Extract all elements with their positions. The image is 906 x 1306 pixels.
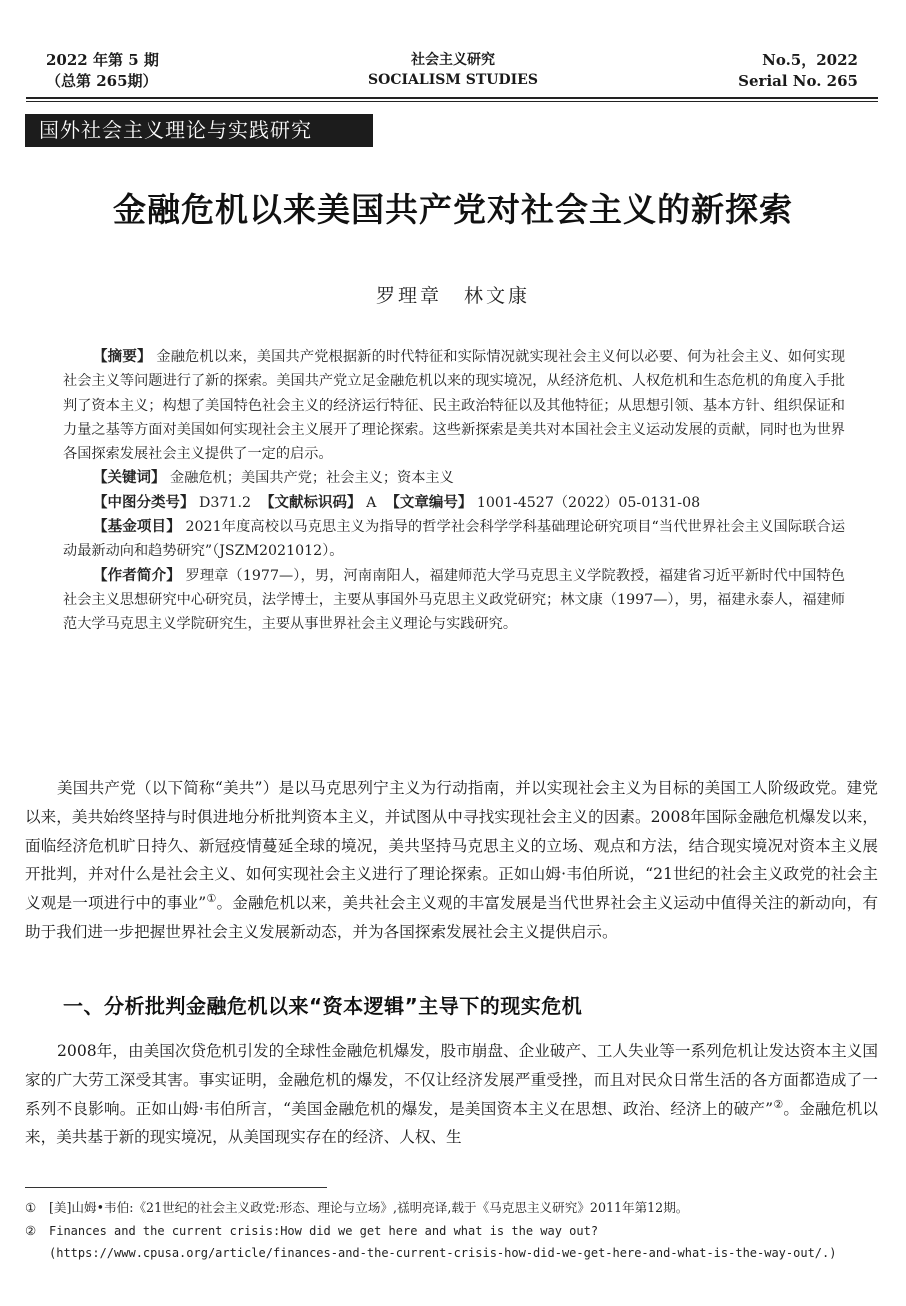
body-text: 。金融危机以来，美共社会主义观的丰富发展是当代世界社会主义运动中值得关注的新动向，有助于我们进一步把握世界社会主义发展新动态，并为各国探索发展社会主义提供启示。 bbox=[25, 894, 878, 941]
clc-value: D371.2 bbox=[199, 494, 252, 511]
fund bbox=[63, 515, 845, 564]
fund-label: 【基金项目】 bbox=[93, 519, 181, 536]
issue-total: （总第 265期） bbox=[46, 72, 158, 90]
body-paragraph-1 bbox=[25, 774, 878, 947]
journal-issue-en bbox=[738, 50, 858, 92]
keywords-label: 【关键词】 bbox=[93, 470, 166, 487]
footnote-mark: ① bbox=[25, 1200, 37, 1215]
body-text: 美国共产党（以下简称“美共”）是以马克思列宁主义为行动指南，并以实现社会主义为目标的美国工人阶级政党。建党以来，美共始终坚持与时俱进地分析批判资本主义，并试图从中寻找实现社会主义的因素。2008年国际金融危机爆发以来，面临经济危机旷日持久、新冠疫情蔓延全球的境况，美共坚持马克思主义的立场、观点和方法，结合现实境况对资本主义展开批判，并对什么是社会主义、如何实现社会主义进行了理论探索。正如山姆·韦伯所说，“21世纪的社会主义政党的社会主义观是一项进行中的事业” bbox=[25, 779, 878, 913]
footnote-text[interactable]: Finances and the current crisis:How did we get here and what is the way out?(https://www.cpusa.org/article/finances-and-the-current-crisis-how-did-we-get-here-and-what-is-the-way-out/.) bbox=[49, 1223, 837, 1260]
abstract-label: 【摘要】 bbox=[93, 349, 152, 365]
issue-number: 2022 年第 5 期 bbox=[46, 51, 159, 69]
article-authors: 罗理章 林文康 bbox=[375, 285, 530, 307]
article-number-label: 【文章编号】 bbox=[385, 494, 473, 511]
footnote-1 bbox=[25, 1197, 880, 1220]
doc-code-label: 【文献标识码】 bbox=[260, 494, 362, 511]
footnote-mark: ② bbox=[25, 1222, 37, 1238]
serial-number-en: Serial No. 265 bbox=[738, 72, 858, 90]
body-paragraph-2 bbox=[25, 1037, 878, 1152]
keywords-text: 金融危机；美国共产党；社会主义；资本主义 bbox=[170, 470, 454, 487]
keywords bbox=[63, 466, 845, 490]
header-rule-thick bbox=[26, 97, 878, 99]
article-number-value: 1001-4527（2022）05-0131-08 bbox=[476, 494, 701, 511]
section-heading: 一、分析批判金融危机以来“资本逻辑”主导下的现实危机 bbox=[63, 994, 583, 1018]
article-title: 金融危机以来美国共产党对社会主义的新探索 bbox=[113, 190, 793, 229]
footnote-rule bbox=[25, 1187, 327, 1188]
footnote-ref[interactable]: ① bbox=[206, 892, 217, 905]
footnotes bbox=[25, 1197, 880, 1265]
fund-text: 2021年度高校以马克思主义为指导的哲学社会科学学科基础理论研究项目“当代世界社会主义国际联合运动最新动向和趋势研究”（JSZM2021012）。 bbox=[63, 519, 846, 560]
clc-label: 【中图分类号】 bbox=[93, 494, 195, 511]
author-bio-text: 罗理章（1977—），男，河南南阳人，福建师范大学马克思主义学院教授，福建省习近平新时代中国特色社会主义思想研究中心研究员，法学博士，主要从事国外马克思主义政党研究；林文康（1997—），男，福建永泰人，福建师范大学马克思主义学院研究生，主要从事世界社会主义理论与实践研究。 bbox=[63, 567, 845, 633]
footnote-ref[interactable]: ② bbox=[773, 1097, 784, 1111]
journal-name-cn: 社会主义研究 bbox=[411, 52, 495, 68]
author-bio-label: 【作者简介】 bbox=[93, 567, 181, 584]
abstract bbox=[63, 345, 845, 466]
body-text: 2008年，由美国次贷危机引发的全球性金融危机爆发，股市崩盘、企业破产、工人失业等一系列危机让发达资本主义国家的广大劳工深受其害。事实证明，金融危机的爆发，不仅让经济发展严重受挫，而且对民众日常生活的各方面都造成了一系列不良影响。正如山姆·韦伯所言，“美国金融危机的爆发，是美国资本主义在思想、政治、经济上的破产” bbox=[25, 1042, 878, 1118]
doc-code-value: A bbox=[366, 494, 377, 511]
abstract-text: 金融危机以来，美国共产党根据新的时代特征和实际情况就实现社会主义何以必要、何为社会主义、如何实现社会主义等问题进行了新的探索。美国共产党立足金融危机以来的现实境况，从经济危机、人权危机和生态危机的角度入手批判了资本主义；构想了美国特色社会主义的经济运行特征、民主政治特征以及其他特征；从思想引领、基本方针、组织保证和力量之基等方面对美国如何实现社会主义展开了理论探索。这些新探索是美共对本国社会主义运动发展的贡献，同时也为世界各国探索发展社会主义提供了一定的启示。 bbox=[63, 349, 846, 463]
header-rule-thin bbox=[26, 101, 878, 102]
footnote-2 bbox=[25, 1220, 880, 1265]
journal-name-en: SOCIALISM STUDIES bbox=[368, 72, 538, 88]
body-text: 。金融危机以来，美共基于新的现实境况，从美国现实存在的经济、人权、生 bbox=[25, 1099, 878, 1147]
abstract-block bbox=[63, 345, 845, 637]
issue-number-en: No.5，2022 bbox=[762, 51, 858, 69]
footnote-text: [美]山姆•韦伯:《21世纪的社会主义政党:形态、理论与立场》,禚明亮译,载于《马克思主义研究》2011年第12期。 bbox=[49, 1200, 689, 1215]
author-bio bbox=[63, 564, 845, 637]
classification bbox=[63, 491, 845, 515]
column-tag: 国外社会主义理论与实践研究 bbox=[25, 114, 373, 147]
